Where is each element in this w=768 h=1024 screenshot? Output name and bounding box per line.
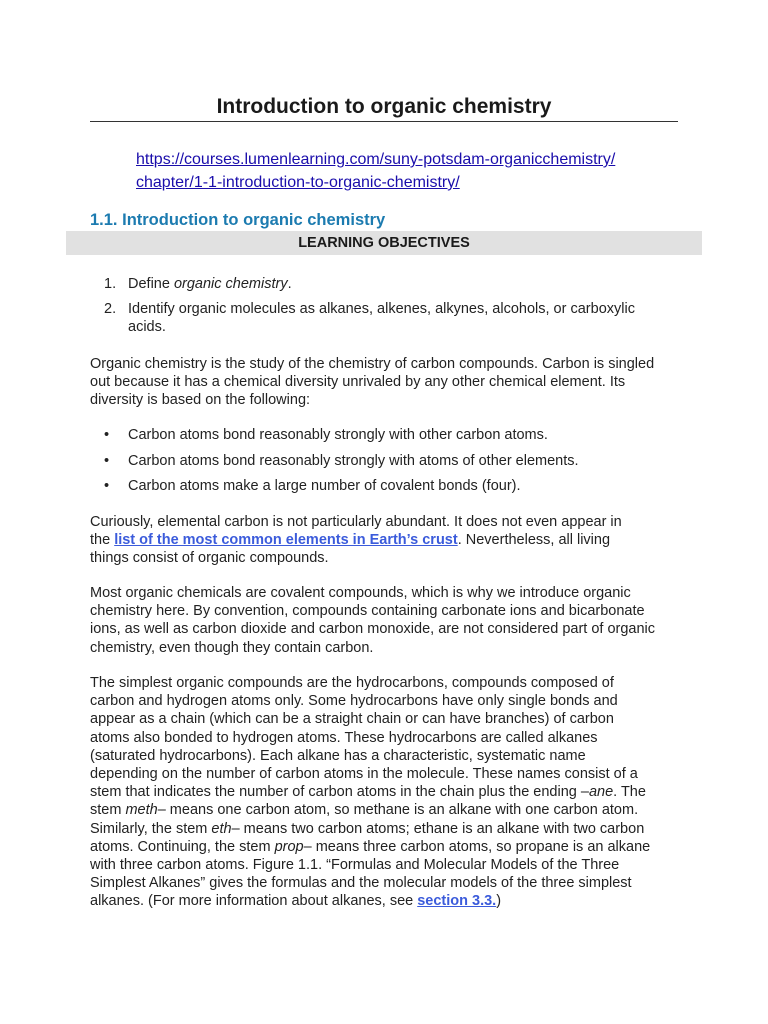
paragraph-em: meth	[125, 802, 158, 819]
objective-item	[104, 275, 684, 293]
section-heading: 1.1. Introduction to organic chemistry	[90, 211, 386, 229]
paragraph-line: diversity is based on the following:	[90, 392, 311, 409]
paragraph-line: things consist of organic compounds.	[90, 550, 329, 567]
title-divider	[90, 121, 678, 122]
paragraph-line: (saturated hydrocarbons). Each alkane has a characteristic, systematic name	[90, 747, 586, 764]
paragraph-text: stem that indicates the number of carbon atoms in the chain plus the ending –	[90, 784, 589, 801]
paragraph-text: – means three carbon atoms, so propane is an alkane	[303, 838, 651, 855]
learning-objectives-label: LEARNING OBJECTIVES	[298, 235, 470, 251]
objective-text-pre: Define	[128, 276, 174, 292]
paragraph-line: Organic chemistry is the study of the chemistry of carbon compounds. Carbon is singled	[90, 356, 655, 372]
paragraph-text: atoms. Continuing, the stem	[90, 838, 275, 855]
bullet-icon: •	[104, 427, 110, 443]
section-3-3-link[interactable]: section 3.3.	[417, 893, 497, 910]
page-title: Introduction to organic chemistry	[216, 95, 552, 118]
paragraph-line: The simplest organic compounds are the hydrocarbons, compounds composed of	[90, 675, 614, 691]
paragraph-text: Similarly, the stem	[90, 820, 212, 837]
bullet-icon: •	[104, 452, 110, 469]
paragraph-line: carbon and hydrogen atoms only. Some hydrocarbons have only single bonds and	[90, 693, 618, 710]
source-url-line1[interactable]: https://courses.lumenlearning.com/suny-potsdam-organicchemistry/	[136, 151, 616, 168]
paragraph-text: . The	[613, 784, 646, 801]
objective-number: 1.	[104, 276, 117, 292]
paragraph-text: stem	[90, 802, 126, 819]
paragraph-line: atoms also bonded to hydrogen atoms. These hydrocarbons are called alkanes	[90, 729, 598, 746]
paragraph-line	[90, 892, 690, 910]
paragraph-line: Most organic chemicals are covalent compounds, which is why we introduce organic	[90, 585, 631, 601]
paragraph-line	[90, 838, 690, 856]
paragraph-text: . Nevertheless, all living	[457, 532, 611, 549]
paragraph-line: appear as a chain (which can be a straight chain or can have branches) of carbon	[90, 711, 614, 728]
paragraph-text: alkanes. (For more information about alkanes, see	[90, 893, 418, 910]
objective-text-post: .	[287, 276, 292, 292]
paragraph-line: out because it has a chemical diversity unrivaled by any other chemical element. Its	[90, 374, 626, 391]
paragraph-line: depending on the number of carbon atoms in the molecule. These names consist of a	[90, 766, 638, 783]
objective-number: 2.	[104, 301, 117, 318]
paragraph-text: – means two carbon atoms; ethane is an alkane with two carbon	[231, 820, 645, 837]
bullet-item	[104, 426, 684, 444]
paragraph-line	[90, 531, 690, 549]
earth-crust-elements-link[interactable]: list of the most common elements in Earth’s crust	[114, 532, 458, 549]
paragraph-hydrocarbons	[90, 674, 690, 911]
objective-text-em: organic chemistry	[173, 276, 288, 292]
bullet-text: Carbon atoms bond reasonably strongly with other carbon atoms.	[128, 427, 548, 443]
source-url-line2[interactable]: chapter/1-1-introduction-to-organic-chemistry/	[136, 174, 460, 191]
paragraph-line: chemistry, even though they contain carbon.	[90, 639, 374, 656]
objective-item	[104, 300, 684, 336]
paragraph-line: Simplest Alkanes” gives the formulas and the molecular models of the three simplest	[90, 875, 632, 892]
paragraph-covalent	[90, 584, 690, 657]
paragraph-line: Curiously, elemental carbon is not particularly abundant. It does not even appear in	[90, 514, 622, 530]
objective-text-line2: acids.	[128, 319, 166, 336]
objectives-list	[104, 275, 684, 344]
paragraph-line	[90, 783, 690, 801]
paragraph-line	[90, 820, 690, 838]
paragraph-text: the	[90, 532, 115, 549]
source-url-link[interactable]	[136, 148, 696, 194]
paragraph-line: chemistry here. By convention, compounds containing carbonate ions and bicarbonate	[90, 603, 645, 620]
paragraph-intro	[90, 355, 690, 410]
bullet-icon: •	[104, 478, 110, 495]
paragraph-line: with three carbon atoms. Figure 1.1. “Formulas and Molecular Models of the Three	[90, 857, 620, 874]
bullet-list	[104, 426, 684, 503]
paragraph-line	[90, 801, 690, 819]
bullet-item	[104, 452, 684, 470]
paragraph-line: ions, as well as carbon dioxide and carbon monoxide, are not considered part of organic	[90, 621, 656, 638]
learning-objectives-banner	[66, 231, 702, 255]
paragraph-abundance	[90, 513, 690, 568]
paragraph-em: eth	[211, 820, 232, 837]
paragraph-text: )	[496, 893, 502, 910]
bullet-item	[104, 477, 684, 495]
paragraph-em: prop	[274, 838, 304, 855]
paragraph-text: – means one carbon atom, so methane is an alkane with one carbon atom.	[157, 802, 639, 819]
objective-text-line1: Identify organic molecules as alkanes, alkenes, alkynes, alcohols, or carboxylic	[128, 301, 635, 318]
bullet-text: Carbon atoms make a large number of covalent bonds (four).	[128, 478, 521, 495]
bullet-text: Carbon atoms bond reasonably strongly with atoms of other elements.	[128, 452, 579, 469]
paragraph-em: ane	[588, 784, 614, 801]
